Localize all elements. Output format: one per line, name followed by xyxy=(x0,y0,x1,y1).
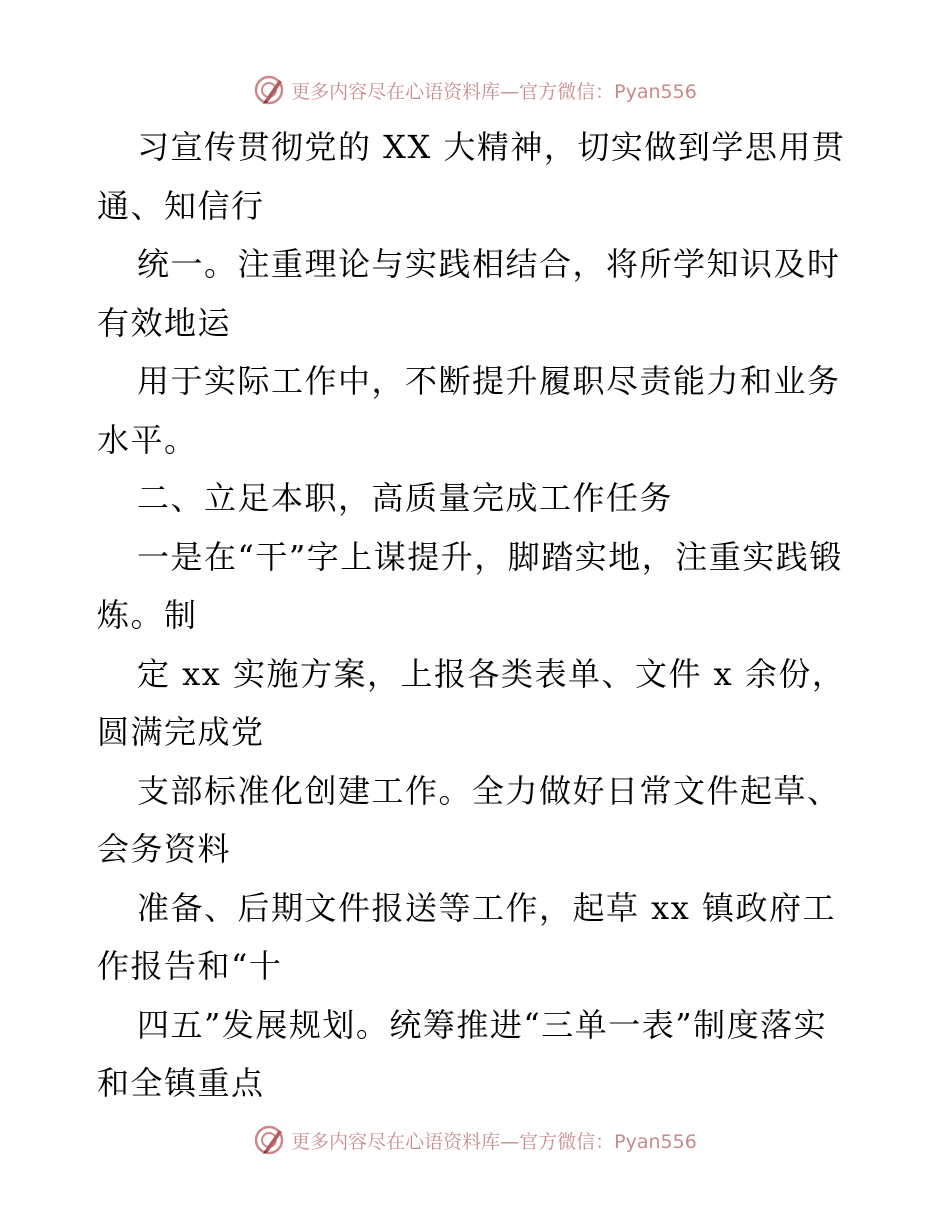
paragraph xyxy=(97,996,857,1113)
paragraph-line: 四五”发展规划。统筹推进“三单一表”制度落 xyxy=(137,1005,794,1044)
paragraph-line: 圆满完成党 xyxy=(97,713,265,751)
paragraph-line: 锻炼。制 xyxy=(97,537,843,634)
paragraph-line: 有效地运 xyxy=(97,303,232,342)
paragraph xyxy=(97,352,857,469)
paragraph xyxy=(97,645,857,762)
paragraph-line: 支部标准化创建工作。全力做好日常文件起草、 xyxy=(137,771,841,810)
paragraph xyxy=(97,118,857,235)
paragraph xyxy=(97,235,857,352)
paragraph-line: 统一。注重理论与实践相结合，将所学知识及时 xyxy=(137,245,841,283)
paragraph-line: 准备、后期文件报送等工作，起草 xx 镇政府工 xyxy=(137,888,836,927)
paragraph-line: 会务资料 xyxy=(97,830,232,868)
pen-logo-icon xyxy=(253,74,285,106)
paragraph xyxy=(97,528,857,645)
heading-text: 二、立足本职，高质量完成工作任务 xyxy=(137,479,674,517)
paragraph xyxy=(97,879,857,996)
section-heading xyxy=(97,469,857,528)
paragraph-line: 用于实际工作中，不断提升履职尽责能力和业务 xyxy=(137,362,841,400)
watermark-text: 更多内容尽在心语资料库—官方微信：Pyan556 xyxy=(291,1130,697,1153)
paragraph-line: 定 xx 实施方案，上报各类表单、文件 x 余份， xyxy=(137,654,846,693)
paragraph xyxy=(97,762,857,879)
header-watermark xyxy=(0,70,950,110)
paragraph-line: 习宣传贯彻党的 XX 大精神，切实做到学思用贯 xyxy=(137,128,846,166)
paragraph-line: 通、知信行 xyxy=(97,186,265,225)
paragraph-line: 水平。 xyxy=(97,420,198,459)
pen-logo-icon xyxy=(253,1124,285,1156)
watermark-text: 更多内容尽在心语资料库—官方微信：Pyan556 xyxy=(291,80,697,103)
paragraph-line: 作报告和“十 xyxy=(97,947,283,985)
paragraph-line: 实和全镇重点 xyxy=(97,1005,828,1102)
document-body xyxy=(97,118,857,1113)
paragraph-line: 一是在“干”字上谋提升，脚踏实地，注重实践 xyxy=(137,537,810,576)
footer-watermark xyxy=(0,1120,950,1160)
